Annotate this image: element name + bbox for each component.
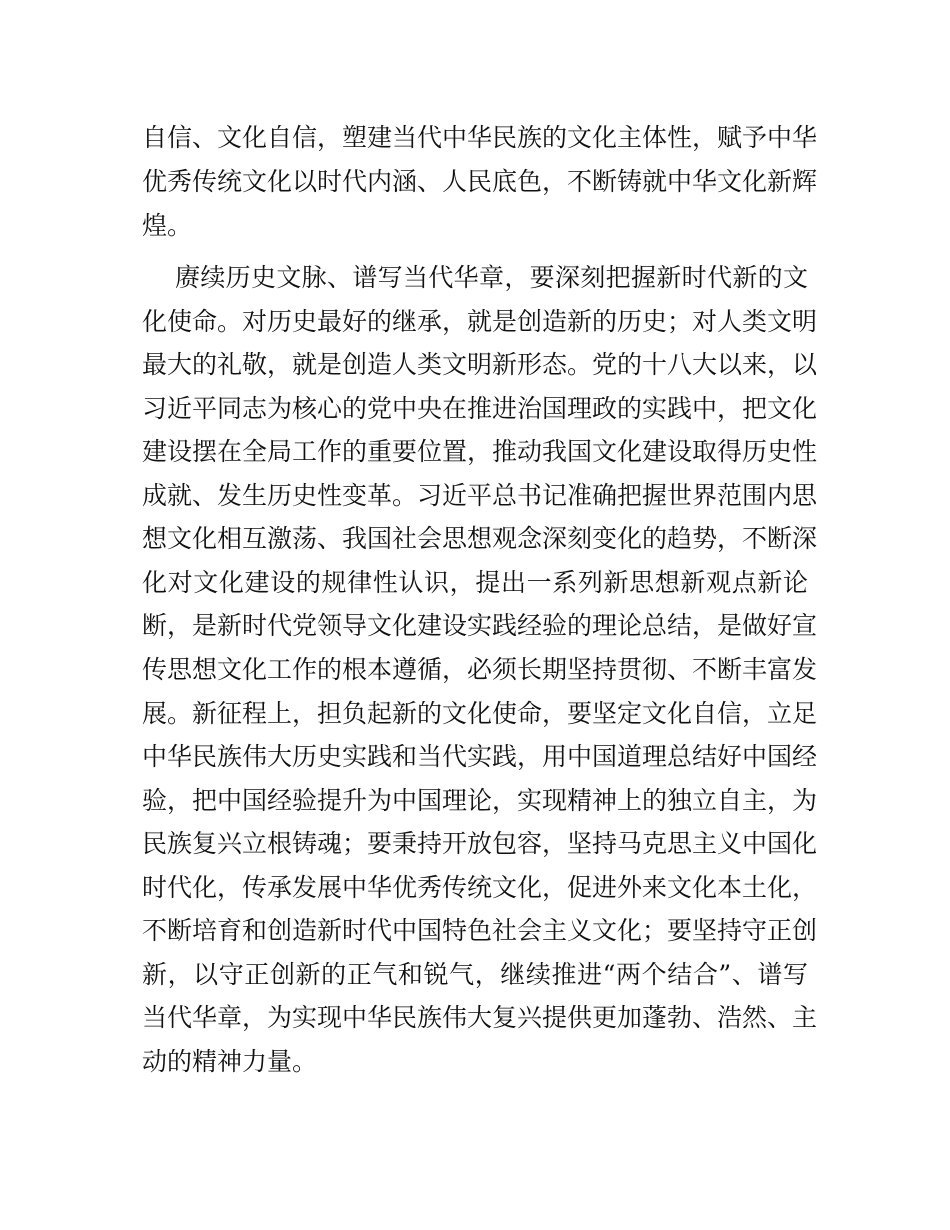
text-line: 成就、发生历史性变革。习近平总书记准确把握世界范围内思 xyxy=(142,481,818,510)
text-line: 当代华章，为实现中华民族伟大复兴提供更加蓬勃、浩然、主 xyxy=(142,1003,818,1032)
text-line: 煌。 xyxy=(142,211,193,240)
text-line: 断，是新时代党领导文化建设实践经验的理论总结，是做好宣 xyxy=(142,611,818,640)
text-line: 想文化相互激荡、我国社会思想观念深刻变化的趋势，不断深 xyxy=(142,524,818,553)
text-line: 最大的礼敬，就是创造人类文明新形态。党的十八大以来，以 xyxy=(142,350,818,379)
text-line: 中华民族伟大历史实践和当代实践，用中国道理总结好中国经 xyxy=(142,742,818,771)
text-line: 验，把中国经验提升为中国理论，实现精神上的独立自主，为 xyxy=(142,786,818,815)
text-line: 化对文化建设的规律性认识，提出一系列新思想新观点新论 xyxy=(142,568,808,597)
text-line: 新，以守正创新的正气和锐气，继续推进“两个结合”、谱写 xyxy=(142,960,808,989)
text-line: 民族复兴立根铸魂；要秉持开放包容，坚持马克思主义中国化 xyxy=(142,829,818,858)
text-line: 化使命。对历史最好的继承，就是创造新的历史；对人类文明 xyxy=(142,307,818,336)
text-line: 动的精神力量。 xyxy=(142,1047,318,1076)
text-line: 自信、文化自信，塑建当代中华民族的文化主体性，赋予中华 xyxy=(142,123,818,152)
text-line: 优秀传统文化以时代内涵、人民底色，不断铸就中华文化新辉 xyxy=(142,167,818,196)
text-line: 习近平同志为核心的党中央在推进治国理政的实践中，把文化 xyxy=(142,394,818,423)
text-line: 展。新征程上，担负起新的文化使命，要坚定文化自信，立足 xyxy=(142,699,818,728)
text-line: 不断培育和创造新时代中国特色社会主义文化；要坚持守正创 xyxy=(142,916,818,945)
text-line: 传思想文化工作的根本遵循，必须长期坚持贯彻、不断丰富发 xyxy=(142,655,818,684)
text-line: 建设摆在全局工作的重要位置，推动我国文化建设取得历史性 xyxy=(142,437,818,466)
text-line: 时代化，传承发展中华优秀传统文化，促进外来文化本土化， xyxy=(142,873,818,902)
text-line: 赓续历史文脉、谱写当代华章，要深刻把握新时代新的文 xyxy=(175,263,808,292)
